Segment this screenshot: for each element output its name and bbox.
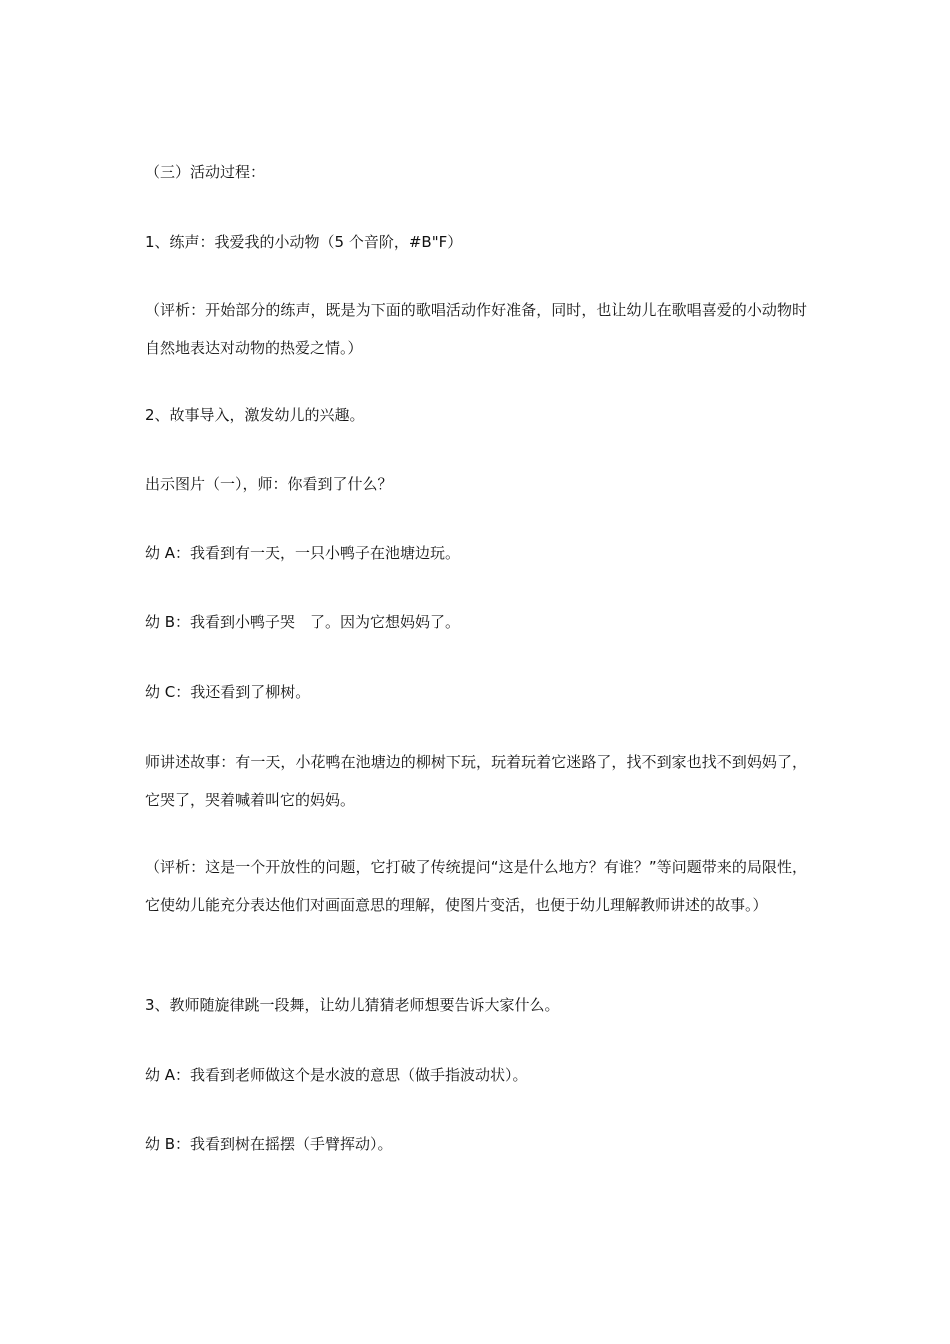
child-b-answer-2: 幼 B：我看到树在摇摆（手臂挥动）。: [145, 1135, 393, 1153]
child-b-answer-1: 幼 B：我看到小鸭子哭 了。因为它想妈妈了。: [145, 613, 461, 631]
step-1-warmup: 1、练声：我爱我的小动物（5 个音阶，#B"F）: [145, 233, 463, 251]
child-a-answer-1: 幼 A：我看到有一天，一只小鸭子在池塘边玩。: [145, 544, 461, 562]
step-2-story-intro: 2、故事导入，激发幼儿的兴趣。: [145, 406, 365, 424]
comment-1: （评析：开始部分的练声，既是为下面的歌唱活动作好准备，同时，也让幼儿在歌唱喜爱的小动物时自然地表达对动物的热爱之情。）: [145, 301, 807, 357]
show-picture-question: 出示图片（一），师：你看到了什么？: [145, 475, 393, 493]
child-a-answer-2: 幼 A：我看到老师做这个是水波的意思（做手指波动状）。: [145, 1066, 528, 1084]
section-heading: （三）活动过程：: [145, 163, 266, 181]
comment-2: （评析：这是一个开放性的问题，它打破了传统提问“这是什么地方？有谁？”等问题带来的局限性，它使幼儿能充分表达他们对画面意思的理解，使图片变活，也便于幼儿理解教师讲述的故事。）: [145, 858, 807, 914]
step-3-dance: 3、教师随旋律跳一段舞，让幼儿猜猜老师想要告诉大家什么。: [145, 996, 560, 1014]
teacher-story: 师讲述故事：有一天，小花鸭在池塘边的柳树下玩，玩着玩着它迷路了，找不到家也找不到妈妈了，它哭了，哭着喊着叫它的妈妈。: [145, 753, 807, 809]
child-c-answer-1: 幼 C：我还看到了柳树。: [145, 683, 311, 701]
